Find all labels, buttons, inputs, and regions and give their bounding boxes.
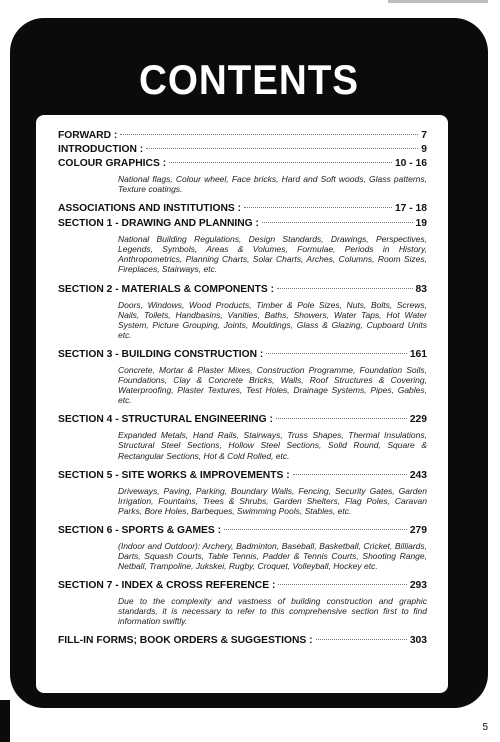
dot-leader bbox=[262, 222, 413, 223]
entry-label: FORWARD : bbox=[58, 130, 118, 141]
entry-label: SECTION 2 - MATERIALS & COMPONENTS : bbox=[58, 283, 275, 295]
page-number: 5 bbox=[482, 722, 488, 733]
entry-label: COLOUR GRAPHICS : bbox=[58, 158, 167, 169]
toc-entry-associations[interactable] bbox=[58, 202, 427, 216]
entry-description: Concrete, Mortar & Plaster Mixes, Construction Programme, Foundation Soils, Foundations, Clay & Concrete Bricks, Walls, Roof Structures & Covering, Waterproofing, Plaster Textures, Test Holes, Drainage Systems, Pipes, Gables, etc. bbox=[118, 364, 427, 406]
entry-label: SECTION 3 - BUILDING CONSTRUCTION : bbox=[58, 348, 264, 360]
entry-page: 279 bbox=[409, 524, 427, 536]
toc-entry-section-1[interactable] bbox=[58, 217, 427, 274]
dot-leader bbox=[146, 148, 418, 149]
toc-entry-section-3[interactable] bbox=[58, 348, 427, 405]
entry-description: National flags, Colour wheel, Face bricks, Hard and Soft woods, Glass patterns, Texture coatings. bbox=[118, 174, 427, 195]
contents-list bbox=[58, 129, 427, 656]
entry-page: 229 bbox=[409, 414, 427, 426]
entry-label: SECTION 4 - STRUCTURAL ENGINEERING : bbox=[58, 414, 273, 426]
dot-leader bbox=[120, 134, 418, 135]
entry-page: 10 - 16 bbox=[394, 158, 427, 169]
entry-description: (Indoor and Outdoor): Archery, Badminton, Baseball, Basketball, Cricket, Billiards, Darts, Squash Courts, Table Tennis, Padder & Tennis Courts, Shooting Range, Netball, Trampoline, Jukskei, Rugby, Croquet, Volleyball, Hockey etc. bbox=[118, 540, 427, 572]
entry-description: National Building Regulations, Design Standards, Drawings, Perspectives, Legends, Symbols, Areas & Volumes, Formulae, Periods in History, Anthropometrics, Planning Charts, Solar Charts, Arches, Columns, Room Sizes, Fireplaces, Stairways, etc. bbox=[118, 234, 427, 275]
entry-description: Doors, Windows, Wood Products, Timber & Pole Sizes, Nuts, Bolts, Screws, Nails, Toilets, Handbasins, Vanities, Baths, Showers, Water Taps, Hot Water System, Picture Grouping, Joints, Mouldings, Glass & Glazing, Cupboard Units etc. bbox=[118, 299, 427, 340]
entry-label: SECTION 1 - DRAWING AND PLANNING : bbox=[58, 218, 259, 230]
toc-entry-section-5[interactable] bbox=[58, 469, 427, 516]
toc-entry-section-6[interactable] bbox=[58, 524, 427, 571]
dot-leader bbox=[316, 639, 407, 640]
toc-entry-section-2[interactable] bbox=[58, 283, 427, 340]
entry-page: 9 bbox=[421, 144, 427, 155]
entry-label: SECTION 6 - SPORTS & GAMES : bbox=[58, 524, 222, 536]
page-title: CONTENTS bbox=[139, 56, 359, 103]
top-edge-mark bbox=[388, 0, 488, 3]
entry-label: SECTION 5 - SITE WORKS & IMPROVEMENTS : bbox=[58, 469, 290, 481]
entry-page: 293 bbox=[409, 580, 427, 592]
dot-leader bbox=[266, 353, 406, 354]
entry-page: 243 bbox=[409, 469, 427, 481]
dot-leader bbox=[244, 207, 392, 208]
entry-description: Expanded Metals, Hand Rails, Stairways, Truss Shapes, Thermal Insulations, Structural Steel Sections, Hollow Steel Sections, Solid Round, Square & Rectangular Sections, Hot & Cold Rolled, etc. bbox=[118, 430, 427, 461]
toc-entry-introduction[interactable] bbox=[58, 143, 427, 157]
entry-label: FILL-IN FORMS; BOOK ORDERS & SUGGESTIONS : bbox=[58, 635, 313, 647]
entry-page: 83 bbox=[415, 283, 427, 295]
toc-entry-forward[interactable] bbox=[58, 129, 427, 143]
entry-page: 17 - 18 bbox=[394, 203, 427, 215]
toc-entry-colour-graphics[interactable] bbox=[58, 157, 427, 194]
contents-panel bbox=[36, 115, 448, 693]
dot-leader bbox=[224, 529, 407, 530]
toc-entry-section-7[interactable] bbox=[58, 579, 427, 626]
dot-leader bbox=[293, 474, 407, 475]
entry-page: 303 bbox=[409, 635, 427, 647]
dot-leader bbox=[169, 162, 392, 163]
dot-leader bbox=[277, 288, 412, 289]
entry-page: 161 bbox=[409, 348, 427, 360]
entry-description: Due to the complexity and vastness of building construction and graphic standards, it is necessary to refer to this comprehensive section first to find information swiftly. bbox=[118, 596, 427, 627]
entry-page: 7 bbox=[421, 130, 427, 141]
toc-entry-fill-in-forms[interactable] bbox=[58, 634, 427, 648]
dot-leader bbox=[276, 418, 407, 419]
dot-leader bbox=[278, 584, 406, 585]
entry-label: SECTION 7 - INDEX & CROSS REFERENCE : bbox=[58, 580, 276, 592]
toc-entry-section-4[interactable] bbox=[58, 413, 427, 460]
binding-tab bbox=[0, 700, 10, 742]
entry-description: Driveways, Paving, Parking, Boundary Walls, Fencing, Security Gates, Garden Irrigation, Fountains, Trees & Shrubs, Garden Shelters, Flag Poles, Caravan Parks, Bore Holes, Barbeques, Swimming Pools, Stables, etc. bbox=[118, 485, 427, 516]
entry-page: 19 bbox=[415, 218, 427, 230]
entry-label: INTRODUCTION : bbox=[58, 144, 144, 155]
entry-label: ASSOCIATIONS AND INSTITUTIONS : bbox=[58, 203, 242, 215]
